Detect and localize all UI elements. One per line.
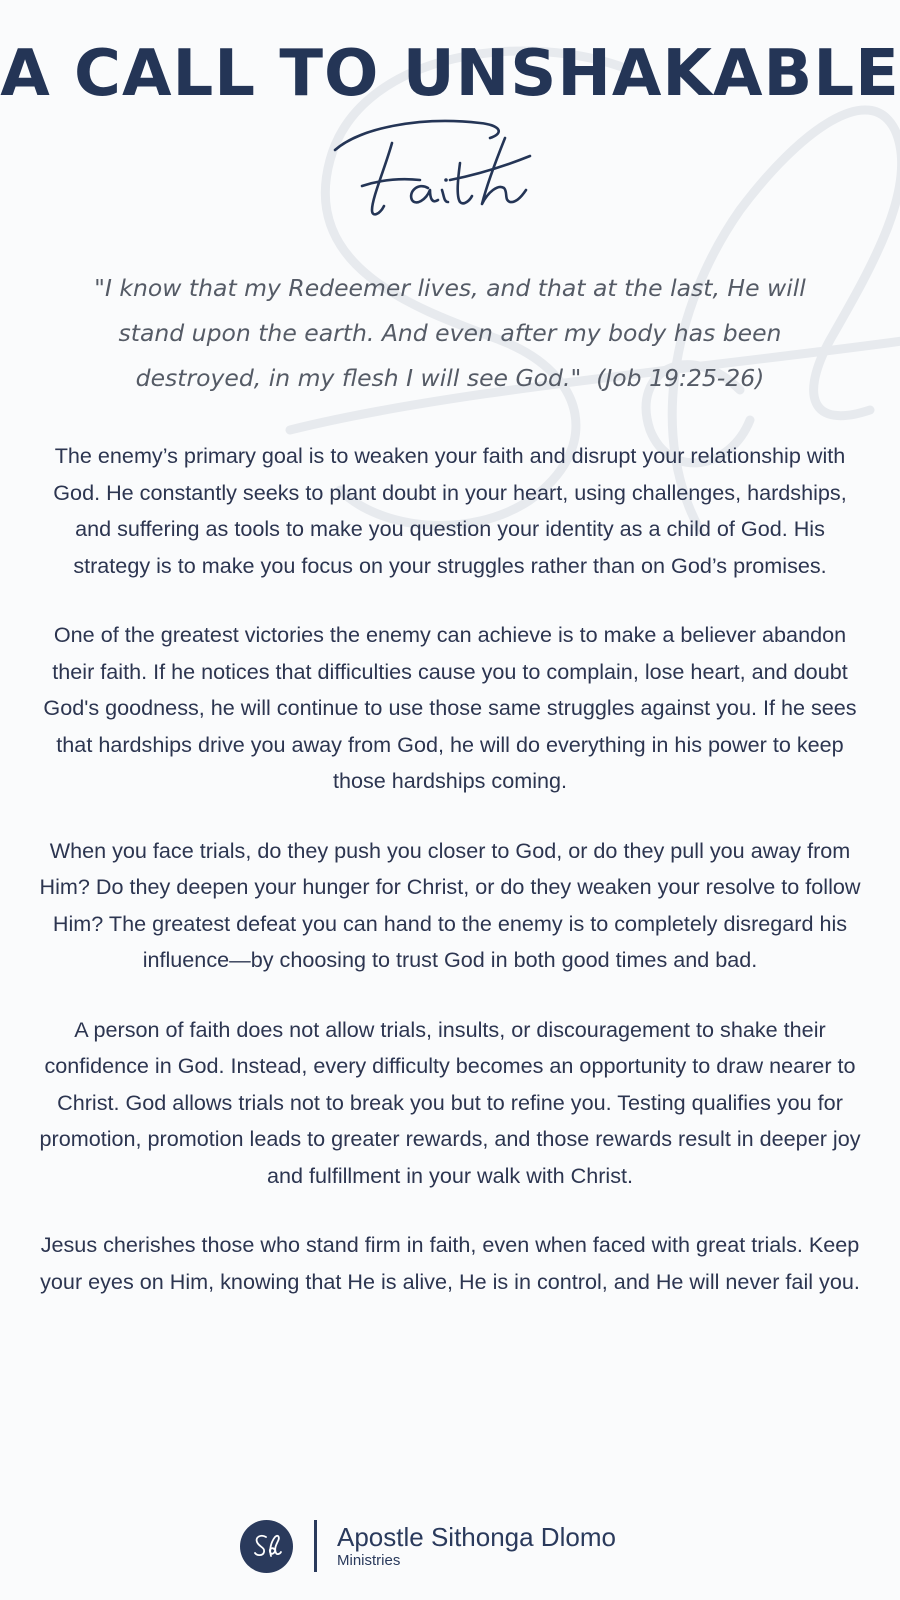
footer-brand [240, 1518, 616, 1574]
brand-subtitle: Ministries [337, 1552, 401, 1569]
paragraph: When you face trials, do they push you closer to God, or do they pull you away from Him? Do they deepen your hunger for Christ, or do they weaken your resolve to follow Him? The greatest defeat you can hand to the enemy is to completely disregard his influence—by choosing to trust God in both good times and bad. [39, 837, 861, 972]
sd-monogram-icon [247, 1526, 287, 1566]
brand-name: Apostle Sithonga Dlomo [337, 1522, 616, 1552]
footer-divider [314, 1520, 317, 1572]
paragraph: One of the greatest victories the enemy can achieve is to make a believer abandon their faith. If he notices that difficulties cause you to complain, lose heart, and doubt God's goodness, he will continue to use those same struggles against you. If he sees that hardships drive you away from God, he will do everything in his power to keep those hardships coming. [43, 622, 857, 793]
page-title: A CALL TO UNSHAKABLE [0, 37, 900, 111]
body-text [35, 438, 865, 1333]
paragraph: A person of faith does not allow trials, insults, or discouragement to shake their confidence in God. Instead, every difficulty becomes an opportunity to draw nearer to Christ. God allows trials not to break you but to refine you. Testing qualifies you for promotion, promotion leads to greater rewards, and those rewards result in deeper joy and fulfillment in your walk with Christ. [39, 1016, 861, 1188]
scripture-quote [70, 266, 830, 401]
faith-script-graphic [300, 108, 600, 233]
ministry-logo [240, 1520, 293, 1573]
brand-text [337, 1522, 616, 1570]
quote-reference: (Job 19:25-26) [596, 364, 765, 392]
paragraph: The enemy’s primary goal is to weaken your faith and disrupt your relationship with God. He constantly seeks to plant doubt in your heart, using challenges, hardships, and suffering as tools to make you question your identity as a child of God. His strategy is to make you focus on your struggles rather than on God’s promises. [53, 443, 847, 578]
paragraph: Jesus cherishes those who stand firm in faith, even when faced with great trials. Keep your eyes on Him, knowing that He is alive, He is in control, and He will never fail you. [40, 1232, 860, 1294]
script-subtitle [300, 108, 600, 233]
quote-text: "I know that my Redeemer lives, and that at the last, He will stand upon the earth. And even after my body has been destroyed, in my flesh I will see God." [94, 274, 806, 392]
